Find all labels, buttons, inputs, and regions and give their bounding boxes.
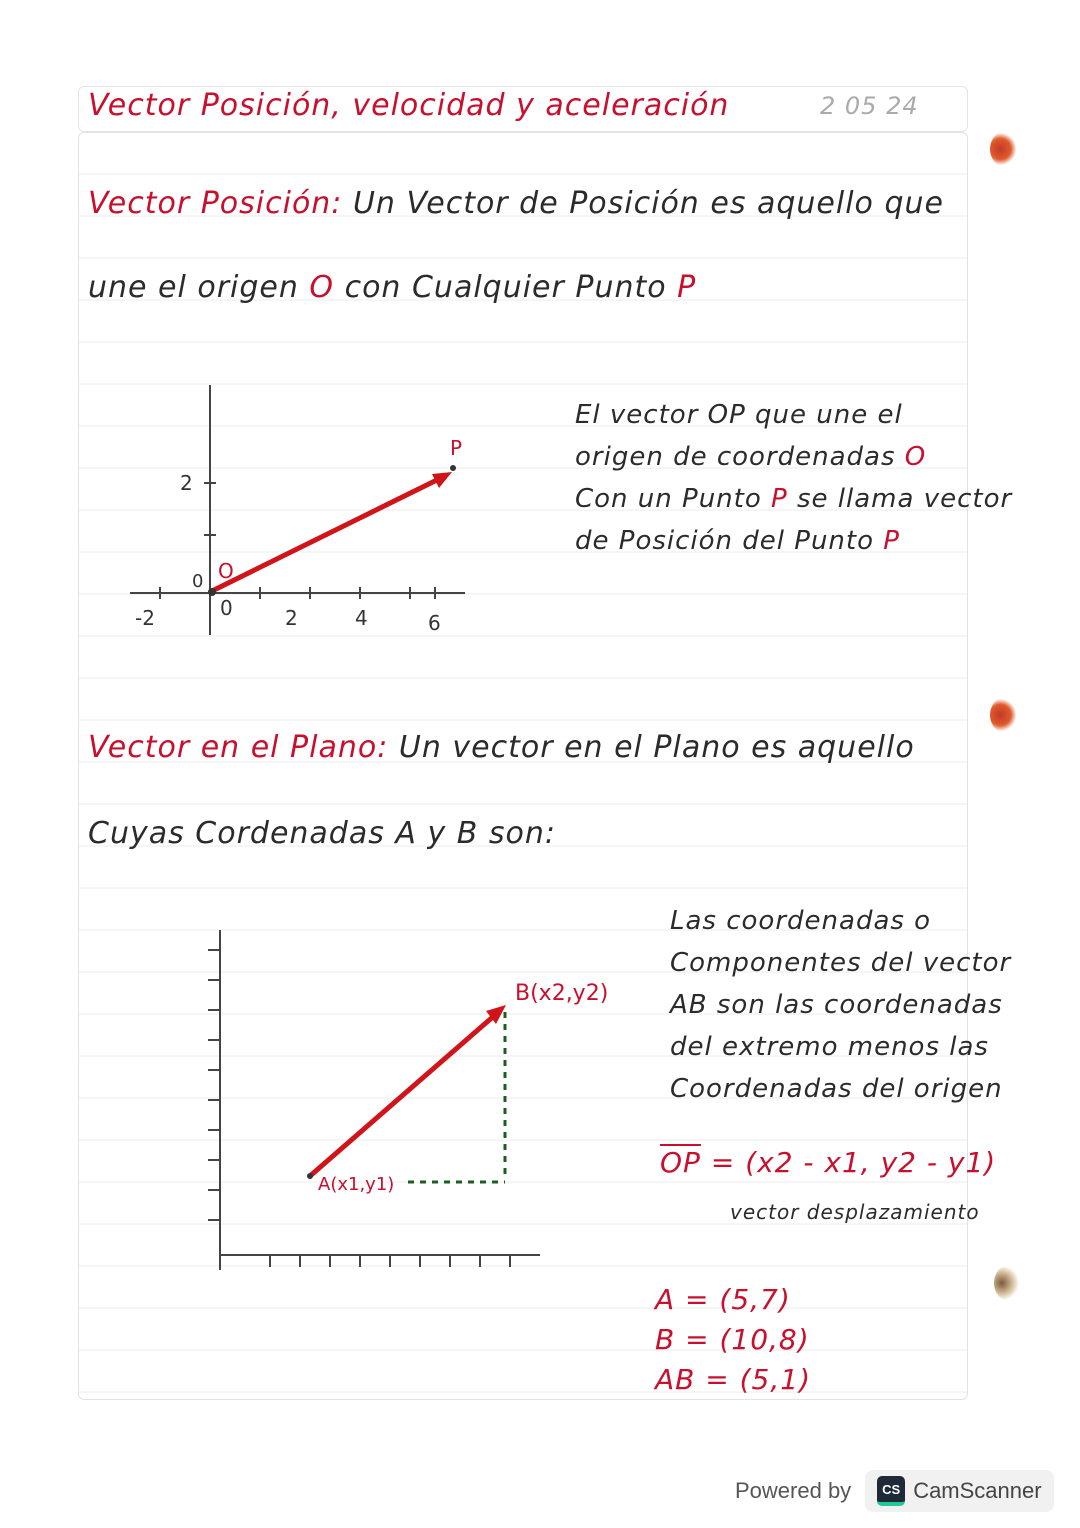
plane-vector-note: [670, 900, 1011, 1110]
section2-line2: Cuyas Cordenadas A y B son:: [88, 816, 556, 851]
x-tick: 0: [220, 596, 233, 620]
plane-vector-graph: [190, 920, 609, 1280]
powered-by-text: Powered by: [735, 1478, 852, 1503]
camscanner-watermark: [735, 1470, 1054, 1512]
y-tick: 0: [192, 571, 204, 592]
note-line: [575, 520, 1012, 562]
position-vector-note: [575, 394, 1012, 562]
point-b-label: B(x2,y2): [515, 981, 609, 1006]
example-b: B = (10,8): [655, 1323, 810, 1356]
point-p: P: [771, 484, 788, 514]
origin-label: O: [218, 559, 234, 583]
section2-text: Un vector en el Plano es aquello: [398, 730, 915, 765]
section1-line2: [88, 270, 696, 305]
x-tick: 2: [285, 606, 298, 630]
displacement-formula: [660, 1146, 996, 1179]
page-title: Vector Posición, velocidad y aceleración: [88, 88, 730, 123]
section2-heading: Vector en el Plano:: [88, 730, 389, 765]
section2-line1: [88, 730, 915, 765]
note-line: Las coordenadas o: [670, 906, 932, 936]
point-a-label: A(x1,y1): [318, 1174, 395, 1195]
camscanner-badge: [865, 1470, 1053, 1512]
note-line: Componentes del vector: [670, 948, 1012, 978]
position-vector-graph: [120, 380, 480, 640]
section1-line1: [88, 186, 944, 221]
x-tick: 4: [355, 606, 368, 630]
example-ab: AB = (5,1): [655, 1363, 812, 1396]
note-line: [575, 478, 1012, 520]
section1-heading: Vector Posición:: [88, 186, 343, 221]
text: se llama vector: [787, 484, 1013, 514]
text: con Cualquier Punto: [334, 270, 678, 305]
example-a: A = (5,7): [655, 1283, 791, 1316]
point-p: P: [677, 270, 697, 305]
note-line: Coordenadas del origen: [670, 1074, 1003, 1104]
origin-o: O: [904, 442, 927, 472]
text: Con un Punto: [575, 484, 772, 514]
note-line: AB son las coordenadas: [670, 990, 1003, 1020]
point-p: P: [883, 526, 900, 556]
formula-lhs: $\overline{OP}$: [660, 1146, 701, 1179]
formula-caption: vector desplazamiento: [730, 1200, 980, 1224]
binder-hole: [990, 698, 1016, 732]
text: une el origen: [88, 270, 310, 305]
text: origen de coordenadas: [575, 442, 905, 472]
formula-rhs: = (x2 - x1, y2 - y1): [710, 1146, 997, 1179]
binder-hole: [990, 132, 1016, 166]
x-tick: 6: [428, 611, 441, 635]
section1-text: Un Vector de Posición es aquello que: [352, 186, 944, 221]
x-tick: -2: [135, 606, 155, 630]
note-line: del extremo menos las: [670, 1032, 989, 1062]
point-p-label: P: [450, 436, 463, 460]
note-line: El vector OP que une el: [575, 400, 903, 430]
camscanner-logo-icon: CS: [877, 1476, 905, 1506]
page-date: 2 05 24: [820, 92, 919, 120]
y-tick: 2: [180, 471, 193, 495]
origin-o: O: [309, 270, 335, 305]
text: de Posición del Punto: [575, 526, 884, 556]
camscanner-brand: CamScanner: [913, 1478, 1042, 1503]
note-line: [575, 436, 1012, 478]
worked-example: [655, 1280, 811, 1400]
binder-hole: [994, 1266, 1020, 1300]
